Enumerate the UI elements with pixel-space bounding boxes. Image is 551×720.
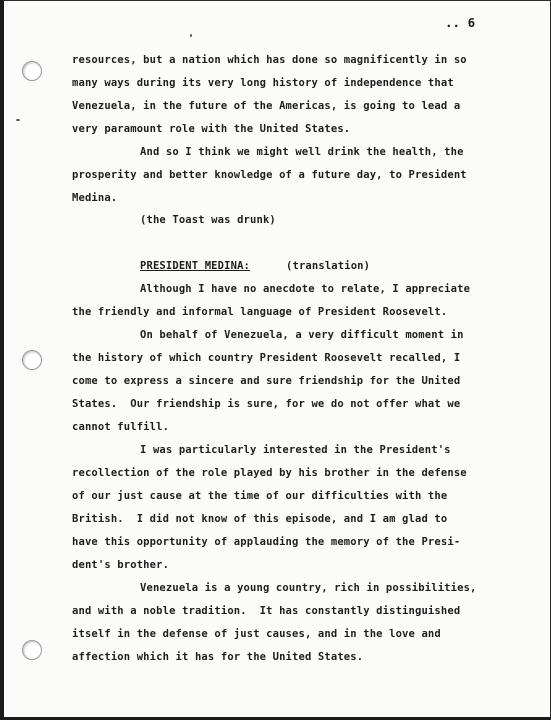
text-line: affection which it has for the United States. [72,651,364,663]
text-line: prosperity and better knowledge of a future day, to President [72,169,467,181]
text-line: Although I have no anecdote to relate, I appreciate [140,283,471,295]
text-line: Venezuela is a young country, rich in possibilities, [140,582,477,594]
text-line: States. Our friendship is sure, for we do not offer what we [72,398,461,410]
text-line: I was particularly interested in the President's [140,444,451,456]
text-line: the friendly and informal language of President Roosevelt. [72,306,448,318]
text-line: Medina. [72,192,118,204]
text-line: Venezuela, in the future of the Americas, is going to lead a [72,100,461,112]
speaker-heading: PRESIDENT MEDINA: [140,260,251,272]
text-line: of our just cause at the time of our difficulties with the [72,490,448,502]
binder-hole-bottom [22,640,42,660]
page-number: .. 6 [445,15,476,30]
text-line: And so I think we might well drink the health, the [140,146,464,158]
text-line: recollection of the role played by his brother in the defense [72,467,467,479]
text-line: British. I did not know of this episode, and I am glad to [72,513,448,525]
binder-hole-top [22,61,42,81]
ink-speck [190,34,192,37]
text-line: and with a noble tradition. It has constantly distinguished [72,605,461,617]
text-line: resources, but a nation which has done so magnificently in so [72,54,467,66]
text-line: itself in the defense of just causes, and in the love and [72,628,441,640]
ink-speck [16,119,20,121]
binder-hole-middle [22,350,42,370]
text-line: have this opportunity of applauding the memory of the Presi- [72,536,461,548]
stage-direction: (the Toast was drunk) [140,214,276,226]
text-line: dent's brother. [72,559,170,571]
translation-note: (translation) [286,260,371,272]
text-line: On behalf of Venezuela, a very difficult moment in [140,329,464,341]
text-line: the history of which country President Roosevelt recalled, I [72,352,461,364]
text-line: many ways during its very long history of independence that [72,77,454,89]
text-line: very paramount role with the United States. [72,123,351,135]
text-line: come to express a sincere and sure friendship for the United [72,375,461,387]
text-line: cannot fulfill. [72,421,170,433]
